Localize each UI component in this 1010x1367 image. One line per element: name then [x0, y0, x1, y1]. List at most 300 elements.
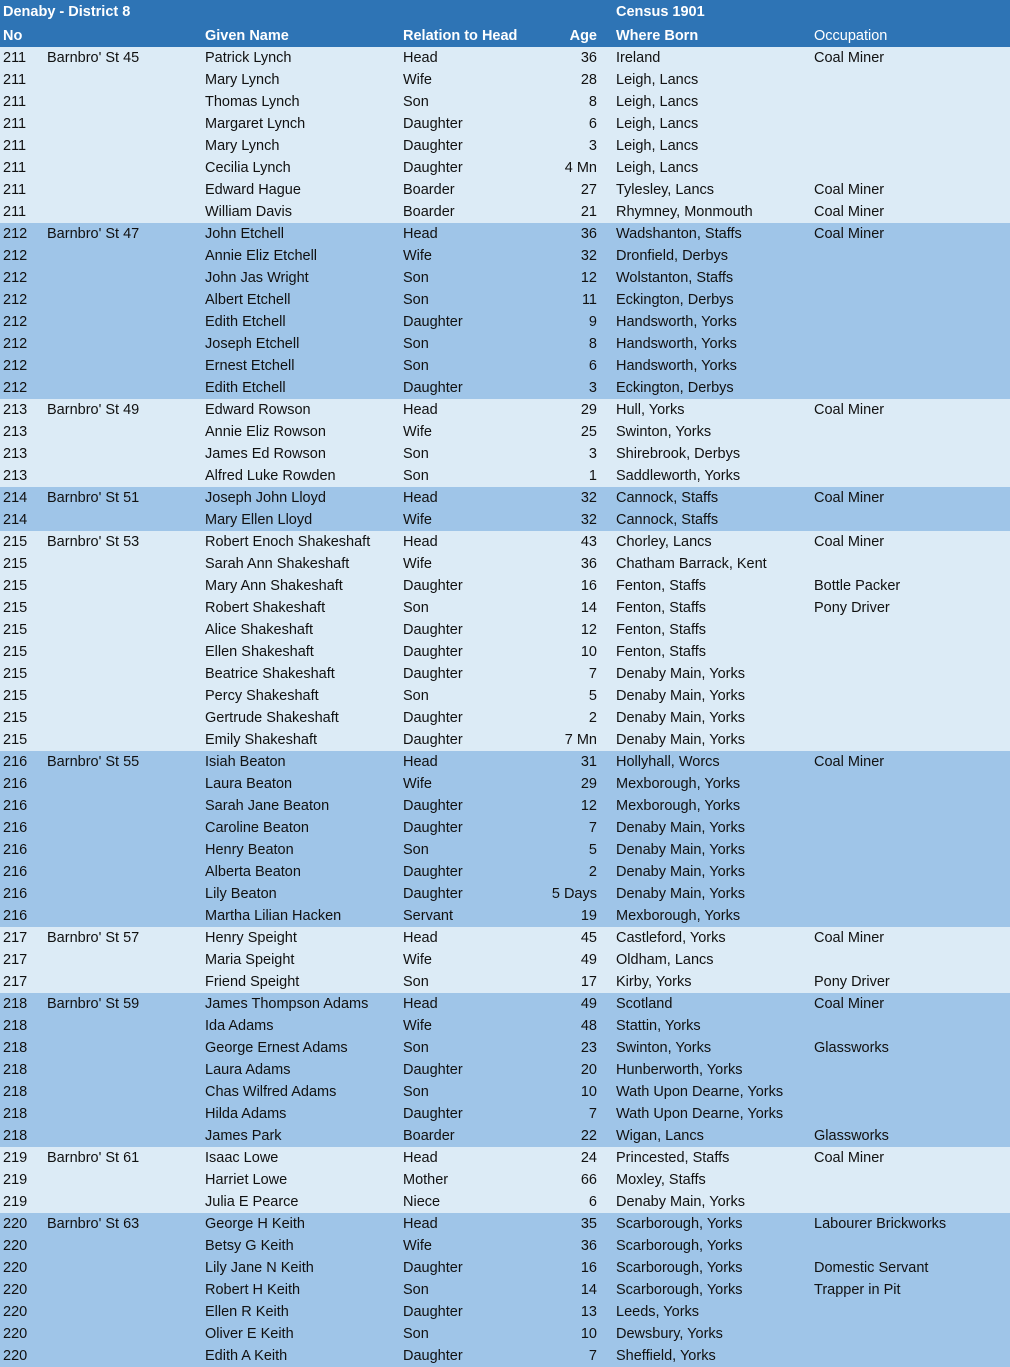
table-row — [0, 1125, 1010, 1147]
cell-occupation: Coal Miner — [814, 754, 885, 770]
cell-given-name: Hilda Adams — [205, 1106, 287, 1122]
cell-relation: Son — [403, 842, 429, 858]
table-row — [0, 201, 1010, 223]
cell-no: 216 — [3, 754, 28, 770]
cell-given-name: Robert Shakeshaft — [205, 600, 326, 616]
cell-given-name: Chas Wilfred Adams — [205, 1084, 337, 1100]
cell-relation: Wife — [403, 776, 432, 792]
cell-given-name: Edith Etchell — [205, 380, 286, 396]
cell-given-name: Emily Shakeshaft — [205, 732, 318, 748]
cell-age: 13 — [580, 1304, 597, 1320]
cell-where-born: Swinton, Yorks — [616, 424, 712, 440]
cell-no: 213 — [3, 468, 28, 484]
table-row — [0, 1191, 1010, 1213]
table-row — [0, 839, 1010, 861]
cell-where-born: Mexborough, Yorks — [616, 776, 741, 792]
table-row — [0, 905, 1010, 927]
cell-age: 7 — [588, 1106, 597, 1122]
cell-no: 218 — [3, 1040, 28, 1056]
cell-address: Barnbro' St 57 — [47, 930, 140, 946]
cell-no: 215 — [3, 710, 28, 726]
cell-occupation: Coal Miner — [814, 50, 885, 66]
cell-age: 12 — [580, 270, 597, 286]
cell-no: 217 — [3, 930, 28, 946]
table-row — [0, 597, 1010, 619]
cell-relation: Head — [403, 1150, 438, 1166]
cell-relation: Daughter — [403, 138, 463, 154]
table-row — [0, 443, 1010, 465]
column-header-row — [0, 25, 1010, 47]
cell-no: 214 — [3, 512, 28, 528]
cell-relation: Daughter — [403, 314, 463, 330]
cell-age: 45 — [580, 930, 597, 946]
cell-no: 218 — [3, 1062, 28, 1078]
cell-where-born: Oldham, Lancs — [616, 952, 714, 968]
cell-where-born: Castleford, Yorks — [616, 930, 726, 946]
cell-occupation: Coal Miner — [814, 182, 885, 198]
cell-age: 32 — [580, 248, 597, 264]
cell-no: 216 — [3, 886, 28, 902]
cell-age: 9 — [588, 314, 597, 330]
cell-given-name: Gertrude Shakeshaft — [205, 710, 339, 726]
table-row — [0, 993, 1010, 1015]
cell-where-born: Kirby, Yorks — [616, 974, 692, 990]
cell-given-name: James Park — [205, 1128, 282, 1144]
header-where-born: Where Born — [616, 28, 699, 44]
cell-address: Barnbro' St 45 — [47, 50, 140, 66]
cell-age: 19 — [580, 908, 597, 924]
cell-where-born: Handsworth, Yorks — [616, 336, 737, 352]
cell-address: Barnbro' St 59 — [47, 996, 140, 1012]
cell-age: 27 — [580, 182, 597, 198]
cell-relation: Daughter — [403, 864, 463, 880]
cell-no: 218 — [3, 996, 28, 1012]
cell-no: 218 — [3, 1084, 28, 1100]
cell-occupation: Coal Miner — [814, 996, 885, 1012]
cell-relation: Boarder — [403, 204, 455, 220]
cell-occupation: Coal Miner — [814, 490, 885, 506]
table-row — [0, 223, 1010, 245]
cell-age: 6 — [588, 116, 597, 132]
cell-relation: Daughter — [403, 380, 463, 396]
table-row — [0, 751, 1010, 773]
cell-no: 218 — [3, 1018, 28, 1034]
cell-age: 32 — [580, 512, 597, 528]
cell-relation: Son — [403, 358, 429, 374]
cell-no: 215 — [3, 600, 28, 616]
cell-where-born: Fenton, Staffs — [616, 578, 707, 594]
cell-no: 215 — [3, 534, 28, 550]
cell-no: 218 — [3, 1106, 28, 1122]
cell-where-born: Mexborough, Yorks — [616, 798, 741, 814]
table-row — [0, 47, 1010, 69]
cell-given-name: John Jas Wright — [205, 270, 309, 286]
cell-given-name: Henry Speight — [205, 930, 297, 946]
cell-age: 10 — [580, 1084, 597, 1100]
cell-given-name: Robert Enoch Shakeshaft — [205, 534, 371, 550]
cell-where-born: Fenton, Staffs — [616, 622, 707, 638]
cell-no: 211 — [3, 182, 27, 198]
cell-age: 29 — [580, 402, 597, 418]
cell-no: 216 — [3, 820, 28, 836]
cell-relation: Son — [403, 974, 429, 990]
cell-age: 31 — [580, 754, 597, 770]
cell-age: 4 Mn — [564, 160, 597, 176]
cell-given-name: Albert Etchell — [205, 292, 291, 308]
table-row — [0, 949, 1010, 971]
header-age: Age — [569, 28, 597, 44]
cell-given-name: James Thompson Adams — [205, 996, 369, 1012]
cell-given-name: Patrick Lynch — [205, 50, 292, 66]
cell-no: 211 — [3, 160, 27, 176]
cell-relation: Son — [403, 1040, 429, 1056]
cell-where-born: Fenton, Staffs — [616, 600, 707, 616]
cell-no: 220 — [3, 1282, 28, 1298]
table-row — [0, 575, 1010, 597]
cell-where-born: Denaby Main, Yorks — [616, 710, 745, 726]
cell-relation: Wife — [403, 424, 432, 440]
cell-given-name: Alfred Luke Rowden — [205, 468, 336, 484]
cell-given-name: Mary Ellen Lloyd — [205, 512, 313, 528]
cell-where-born: Sheffield, Yorks — [616, 1348, 716, 1364]
cell-where-born: Hunberworth, Yorks — [616, 1062, 743, 1078]
cell-age: 49 — [580, 952, 597, 968]
cell-given-name: Martha Lilian Hacken — [205, 908, 342, 924]
cell-given-name: Isaac Lowe — [205, 1150, 279, 1166]
cell-relation: Daughter — [403, 622, 463, 638]
table-row — [0, 333, 1010, 355]
cell-given-name: Ellen Shakeshaft — [205, 644, 314, 660]
cell-no: 212 — [3, 292, 28, 308]
cell-no: 220 — [3, 1216, 28, 1232]
cell-where-born: Handsworth, Yorks — [616, 358, 737, 374]
cell-address: Barnbro' St 61 — [47, 1150, 140, 1166]
cell-relation: Daughter — [403, 886, 463, 902]
cell-relation: Wife — [403, 1238, 432, 1254]
cell-where-born: Stattin, Yorks — [616, 1018, 701, 1034]
cell-age: 32 — [580, 490, 597, 506]
cell-where-born: Scarborough, Yorks — [616, 1260, 743, 1276]
cell-occupation: Trapper in Pit — [814, 1282, 901, 1298]
cell-occupation: Pony Driver — [814, 600, 890, 616]
table-row — [0, 1279, 1010, 1301]
cell-age: 6 — [588, 1194, 597, 1210]
table-row — [0, 729, 1010, 751]
cell-address: Barnbro' St 47 — [47, 226, 140, 242]
cell-occupation: Labourer Brickworks — [814, 1216, 947, 1232]
cell-age: 2 — [588, 710, 597, 726]
cell-relation: Head — [403, 996, 438, 1012]
cell-where-born: Leigh, Lancs — [616, 160, 699, 176]
cell-given-name: John Etchell — [205, 226, 284, 242]
cell-no: 214 — [3, 490, 28, 506]
cell-given-name: George Ernest Adams — [205, 1040, 348, 1056]
cell-relation: Son — [403, 336, 429, 352]
cell-no: 216 — [3, 842, 28, 858]
cell-age: 7 Mn — [564, 732, 597, 748]
census-rows — [0, 47, 1010, 1367]
cell-given-name: Ellen R Keith — [205, 1304, 289, 1320]
cell-relation: Niece — [403, 1194, 441, 1210]
cell-given-name: Lily Beaton — [205, 886, 277, 902]
table-row — [0, 1037, 1010, 1059]
cell-given-name: Betsy G Keith — [205, 1238, 294, 1254]
cell-age: 36 — [580, 226, 597, 242]
header-relation: Relation to Head — [403, 28, 518, 44]
table-row — [0, 1323, 1010, 1345]
cell-given-name: Sarah Jane Beaton — [205, 798, 330, 814]
cell-relation: Daughter — [403, 644, 463, 660]
table-row — [0, 663, 1010, 685]
cell-age: 7 — [588, 820, 597, 836]
cell-age: 23 — [580, 1040, 597, 1056]
cell-relation: Head — [403, 50, 438, 66]
cell-given-name: Edith A Keith — [205, 1348, 288, 1364]
cell-relation: Wife — [403, 512, 432, 528]
cell-given-name: George H Keith — [205, 1216, 305, 1232]
cell-where-born: Saddleworth, Yorks — [616, 468, 741, 484]
cell-relation: Head — [403, 402, 438, 418]
cell-given-name: Edward Rowson — [205, 402, 311, 418]
cell-occupation: Pony Driver — [814, 974, 890, 990]
cell-no: 216 — [3, 798, 28, 814]
cell-no: 219 — [3, 1194, 28, 1210]
cell-where-born: Swinton, Yorks — [616, 1040, 712, 1056]
cell-where-born: Wadshanton, Staffs — [616, 226, 742, 242]
cell-relation: Boarder — [403, 182, 455, 198]
cell-given-name: Margaret Lynch — [205, 116, 306, 132]
cell-relation: Daughter — [403, 160, 463, 176]
cell-age: 10 — [580, 1326, 597, 1342]
cell-no: 215 — [3, 644, 28, 660]
cell-no: 211 — [3, 138, 27, 154]
cell-given-name: Annie Eliz Etchell — [205, 248, 318, 264]
cell-age: 5 Days — [551, 886, 597, 902]
table-row — [0, 553, 1010, 575]
cell-age: 66 — [580, 1172, 597, 1188]
cell-no: 212 — [3, 226, 28, 242]
cell-age: 5 — [588, 688, 597, 704]
cell-no: 213 — [3, 424, 28, 440]
cell-relation: Daughter — [403, 1062, 463, 1078]
table-row — [0, 509, 1010, 531]
cell-occupation: Coal Miner — [814, 226, 885, 242]
cell-no: 220 — [3, 1260, 28, 1276]
cell-age: 36 — [580, 50, 597, 66]
cell-where-born: Leigh, Lancs — [616, 116, 699, 132]
cell-occupation: Domestic Servant — [814, 1260, 929, 1276]
cell-age: 7 — [588, 666, 597, 682]
cell-occupation: Glassworks — [814, 1128, 889, 1144]
cell-where-born: Denaby Main, Yorks — [616, 732, 745, 748]
cell-given-name: Laura Beaton — [205, 776, 293, 792]
cell-occupation: Coal Miner — [814, 1150, 885, 1166]
cell-no: 215 — [3, 732, 28, 748]
table-row — [0, 685, 1010, 707]
cell-age: 8 — [588, 336, 597, 352]
cell-where-born: Fenton, Staffs — [616, 644, 707, 660]
cell-where-born: Denaby Main, Yorks — [616, 842, 745, 858]
cell-age: 12 — [580, 798, 597, 814]
cell-where-born: Tylesley, Lancs — [616, 182, 715, 198]
cell-age: 22 — [580, 1128, 597, 1144]
cell-no: 220 — [3, 1326, 28, 1342]
table-row — [0, 1015, 1010, 1037]
cell-no: 216 — [3, 908, 28, 924]
cell-age: 43 — [580, 534, 597, 550]
table-row — [0, 641, 1010, 663]
cell-relation: Mother — [403, 1172, 449, 1188]
cell-relation: Wife — [403, 248, 432, 264]
cell-where-born: Wath Upon Dearne, Yorks — [616, 1084, 784, 1100]
cell-where-born: Chorley, Lancs — [616, 534, 712, 550]
cell-occupation: Coal Miner — [814, 402, 885, 418]
table-row — [0, 883, 1010, 905]
cell-no: 215 — [3, 578, 28, 594]
cell-relation: Daughter — [403, 1348, 463, 1364]
cell-age: 17 — [580, 974, 597, 990]
cell-age: 49 — [580, 996, 597, 1012]
table-row — [0, 377, 1010, 399]
cell-no: 220 — [3, 1348, 28, 1364]
cell-given-name: Robert H Keith — [205, 1282, 301, 1298]
cell-given-name: Percy Shakeshaft — [205, 688, 319, 704]
cell-age: 24 — [580, 1150, 597, 1166]
cell-where-born: Cannock, Staffs — [616, 490, 719, 506]
table-row — [0, 1081, 1010, 1103]
cell-where-born: Hollyhall, Worcs — [616, 754, 720, 770]
cell-given-name: Lily Jane N Keith — [205, 1260, 314, 1276]
cell-address: Barnbro' St 51 — [47, 490, 140, 506]
cell-where-born: Scarborough, Yorks — [616, 1238, 743, 1254]
cell-occupation: Coal Miner — [814, 534, 885, 550]
cell-address: Barnbro' St 55 — [47, 754, 140, 770]
cell-no: 211 — [3, 116, 27, 132]
table-row — [0, 971, 1010, 993]
table-row — [0, 1213, 1010, 1235]
table-row — [0, 91, 1010, 113]
cell-relation: Wife — [403, 1018, 432, 1034]
table-row — [0, 1257, 1010, 1279]
cell-no: 213 — [3, 402, 28, 418]
cell-where-born: Eckington, Derbys — [616, 380, 734, 396]
table-row — [0, 179, 1010, 201]
cell-relation: Daughter — [403, 1260, 463, 1276]
cell-no: 220 — [3, 1238, 28, 1254]
cell-no: 215 — [3, 622, 28, 638]
cell-given-name: Beatrice Shakeshaft — [205, 666, 335, 682]
table-row — [0, 157, 1010, 179]
cell-where-born: Shirebrook, Derbys — [616, 446, 741, 462]
title-row — [0, 0, 1010, 25]
cell-age: 48 — [580, 1018, 597, 1034]
cell-age: 16 — [580, 1260, 597, 1276]
cell-no: 217 — [3, 952, 28, 968]
table-row — [0, 773, 1010, 795]
cell-age: 10 — [580, 644, 597, 660]
cell-where-born: Hull, Yorks — [616, 402, 685, 418]
cell-where-born: Scarborough, Yorks — [616, 1282, 743, 1298]
cell-no: 215 — [3, 666, 28, 682]
table-row — [0, 289, 1010, 311]
cell-relation: Daughter — [403, 116, 463, 132]
cell-relation: Head — [403, 534, 438, 550]
cell-relation: Son — [403, 446, 429, 462]
cell-no: 211 — [3, 72, 27, 88]
cell-where-born: Scotland — [616, 996, 673, 1012]
cell-relation: Head — [403, 226, 438, 242]
table-row — [0, 245, 1010, 267]
cell-age: 14 — [580, 1282, 597, 1298]
table-row — [0, 619, 1010, 641]
cell-address: Barnbro' St 49 — [47, 402, 140, 418]
cell-where-born: Wigan, Lancs — [616, 1128, 704, 1144]
cell-relation: Son — [403, 292, 429, 308]
cell-relation: Son — [403, 270, 429, 286]
cell-age: 20 — [580, 1062, 597, 1078]
table-row — [0, 1235, 1010, 1257]
cell-relation: Boarder — [403, 1128, 455, 1144]
cell-given-name: Julia E Pearce — [205, 1194, 299, 1210]
cell-age: 21 — [580, 204, 597, 220]
cell-relation: Head — [403, 930, 438, 946]
cell-no: 216 — [3, 864, 28, 880]
table-row — [0, 465, 1010, 487]
cell-where-born: Rhymney, Monmouth — [616, 204, 753, 220]
cell-age: 7 — [588, 1348, 597, 1364]
cell-where-born: Moxley, Staffs — [616, 1172, 706, 1188]
cell-no: 212 — [3, 270, 28, 286]
table-row — [0, 861, 1010, 883]
cell-age: 28 — [580, 72, 597, 88]
header-no: No — [3, 28, 23, 44]
cell-relation: Wife — [403, 556, 432, 572]
cell-relation: Son — [403, 600, 429, 616]
table-row — [0, 267, 1010, 289]
cell-no: 211 — [3, 94, 27, 110]
table-row — [0, 135, 1010, 157]
cell-age: 11 — [581, 292, 597, 308]
cell-given-name: Edith Etchell — [205, 314, 286, 330]
cell-where-born: Cannock, Staffs — [616, 512, 719, 528]
cell-where-born: Leeds, Yorks — [616, 1304, 700, 1320]
cell-age: 14 — [580, 600, 597, 616]
cell-relation: Daughter — [403, 710, 463, 726]
table-row — [0, 69, 1010, 91]
cell-given-name: Thomas Lynch — [205, 94, 300, 110]
cell-given-name: Edward Hague — [205, 182, 301, 198]
cell-relation: Daughter — [403, 1106, 463, 1122]
cell-where-born: Mexborough, Yorks — [616, 908, 741, 924]
cell-given-name: Joseph John Lloyd — [205, 490, 326, 506]
cell-address: Barnbro' St 53 — [47, 534, 140, 550]
cell-given-name: Henry Beaton — [205, 842, 294, 858]
table-row — [0, 1147, 1010, 1169]
cell-age: 29 — [580, 776, 597, 792]
cell-where-born: Scarborough, Yorks — [616, 1216, 743, 1232]
cell-given-name: Ernest Etchell — [205, 358, 295, 374]
cell-relation: Son — [403, 1282, 429, 1298]
cell-where-born: Dronfield, Derbys — [616, 248, 729, 264]
header-given-name: Given Name — [205, 28, 289, 44]
cell-relation: Son — [403, 1084, 429, 1100]
cell-age: 3 — [588, 446, 597, 462]
cell-address: Barnbro' St 63 — [47, 1216, 140, 1232]
cell-relation: Daughter — [403, 1304, 463, 1320]
cell-given-name: Alberta Beaton — [205, 864, 301, 880]
header-occupation: Occupation — [814, 28, 888, 44]
cell-where-born: Denaby Main, Yorks — [616, 886, 745, 902]
